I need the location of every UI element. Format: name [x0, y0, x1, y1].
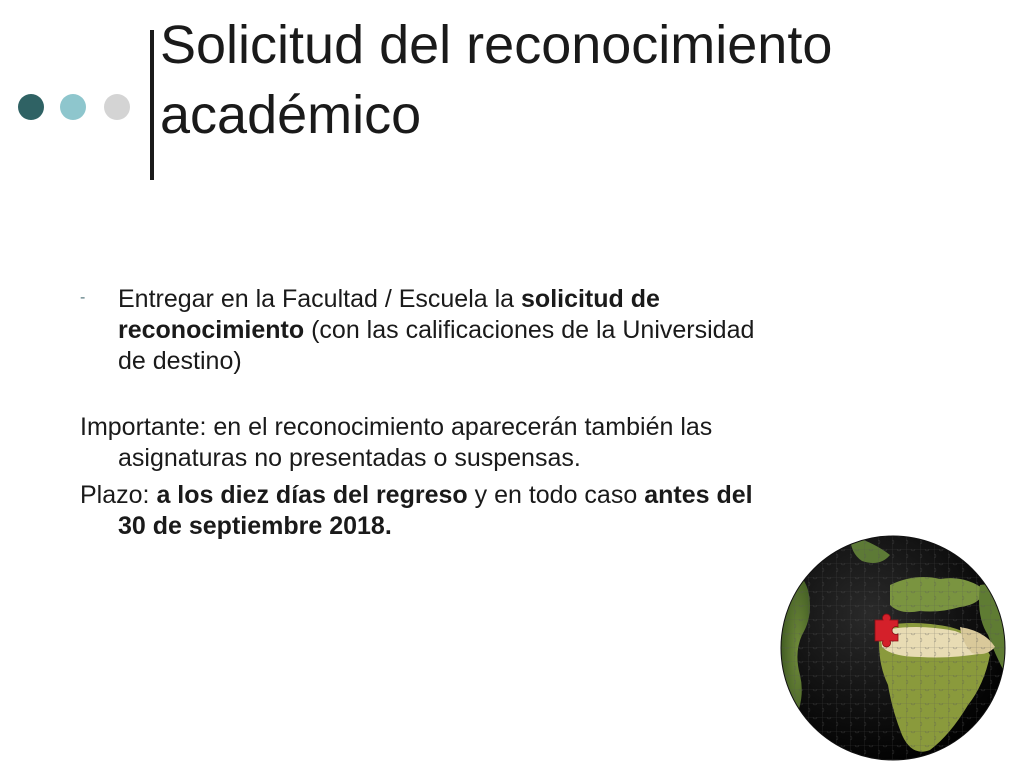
title-divider: [150, 30, 154, 180]
deadline-bold-1: a los diez días del regreso: [156, 481, 468, 509]
bullet-bold-text: solicitud de reconocimiento: [118, 285, 660, 344]
dash-bullet-icon: -: [80, 289, 86, 306]
dot-light-teal: [60, 94, 86, 120]
slide-title: Solicitud del reconocimiento académico: [160, 15, 833, 145]
bullet-text: Entregar en la Facultad / Escuela la: [118, 285, 522, 313]
list-item: [80, 284, 780, 377]
deadline-text: y en todo caso: [467, 481, 645, 509]
important-note: Importante: en el reconocimiento aparecerán también las asignaturas no presentadas o suspensas.: [80, 413, 713, 472]
dot-dark-teal: [18, 94, 44, 120]
dot-gray: [104, 94, 130, 120]
puzzle-globe-image: [780, 535, 1006, 761]
slide-body: [80, 284, 780, 548]
deadline-label: Plazo:: [80, 481, 157, 509]
deadline-bold-2: antes del 30 de septiembre 2018.: [118, 481, 753, 540]
deadline-note: [80, 480, 780, 542]
bullet-text-cont: (con las calificaciones de la Universidad de destino): [118, 316, 755, 375]
